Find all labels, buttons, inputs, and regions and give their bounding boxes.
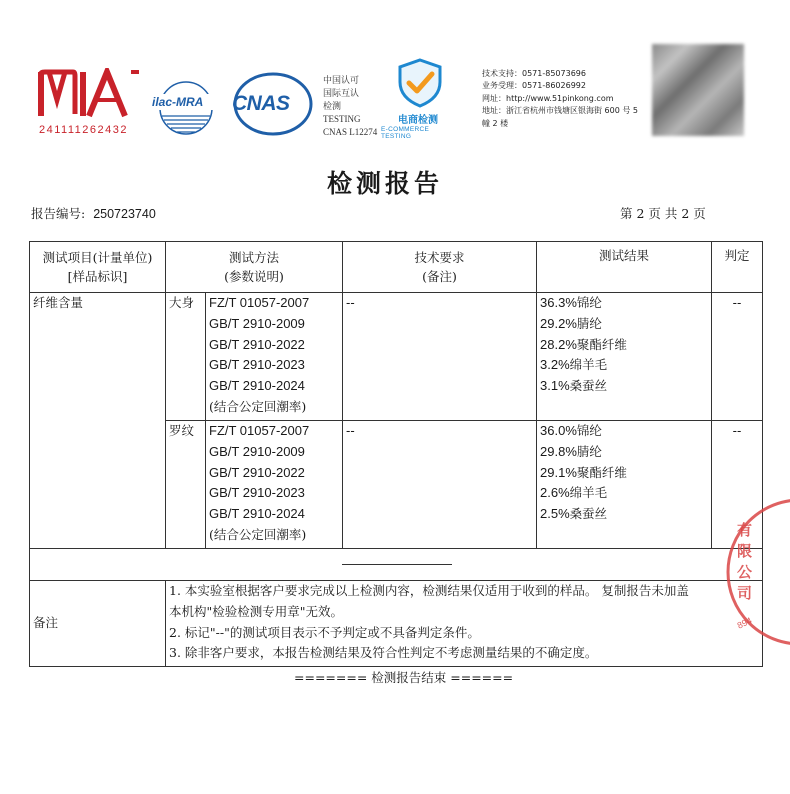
- cnas-label: CNAS: [232, 92, 290, 115]
- result-fiber: 腈纶: [576, 315, 602, 331]
- judgement-value: --: [732, 423, 742, 438]
- contact-phone-tech: 技术支持：0571-85073696: [482, 69, 586, 78]
- notes-label-cell: [30, 581, 166, 667]
- result-fiber: 锦纶: [576, 423, 602, 438]
- cma-logo: [37, 68, 143, 140]
- method-line: GB/T 2910-2024: [209, 378, 305, 394]
- part-name: 罗纹: [169, 423, 195, 438]
- header-judgement-text: 判定: [724, 248, 750, 263]
- seal-text: 有限公司: [737, 521, 753, 602]
- header-result: [537, 242, 712, 293]
- report-number-value: 250723740: [93, 207, 156, 221]
- method-line: GB/T 2910-2022: [209, 336, 305, 352]
- separator-row: [30, 549, 763, 581]
- cnas-cert-text: [323, 74, 377, 139]
- method-line: GB/T 2910-2023: [209, 485, 305, 501]
- part-cell: [166, 293, 206, 421]
- contact-phone-business: 业务受理：0571-86026992: [482, 81, 586, 91]
- cert-line: TESTING: [323, 114, 361, 124]
- result-line: [540, 355, 708, 376]
- result-fiber: 锦纶: [576, 295, 602, 310]
- note-line-2: 2. 标记"--"的测试项目表示不予判定或不具备判定条件。: [169, 624, 480, 640]
- cert-line: 国际互认: [323, 88, 360, 98]
- method-cell: [206, 421, 343, 549]
- result-line: [540, 504, 708, 525]
- separator-line: [342, 564, 452, 565]
- result-line: [540, 421, 708, 442]
- result-line: [540, 483, 708, 504]
- cert-line: 检测: [323, 101, 342, 111]
- header-method-line1: 测试方法: [229, 250, 280, 265]
- separator-cell: [30, 549, 763, 581]
- result-pct: 29.2%: [540, 315, 577, 331]
- result-fiber: 桑蚕丝: [569, 506, 608, 522]
- judgement-cell: [712, 293, 763, 421]
- method-note: (结合公定回潮率): [209, 398, 307, 414]
- method-line: FZ/T 01057-2007: [209, 295, 310, 310]
- method-line: GB/T 2910-2009: [209, 315, 305, 331]
- ilac-label: ilac-MRA: [152, 95, 204, 109]
- header-method: [166, 242, 343, 293]
- report-title: 检测报告: [327, 169, 444, 198]
- notes-label: 备注: [33, 615, 59, 631]
- method-line: GB/T 2910-2009: [209, 443, 305, 459]
- result-pct: 36.0%: [540, 423, 577, 438]
- note-line-3: 3. 除非客户要求，本报告检测结果及符合性判定不考虑测量结果的不确定度。: [169, 645, 598, 661]
- requirement-value: --: [346, 295, 355, 310]
- result-line: [540, 376, 708, 397]
- ecommerce-logo: [380, 58, 460, 138]
- method-line: GB/T 2910-2022: [209, 464, 305, 480]
- result-pct: 29.8%: [540, 443, 577, 459]
- header-item: [30, 242, 166, 293]
- shield-check-icon: [396, 58, 444, 108]
- header-req-line1: 技术要求: [414, 250, 465, 265]
- header-result-text: 测试结果: [599, 248, 650, 263]
- cma-number: 241111262432: [39, 124, 128, 136]
- judgement-value: --: [732, 295, 742, 310]
- note-line-1-cont: 本机构"检验检测专用章"无效。: [169, 603, 343, 619]
- method-note: (结合公定回潮率): [209, 526, 307, 542]
- result-cell: [537, 293, 712, 421]
- item-name: 纤维含量: [33, 295, 84, 310]
- result-pct: 2.6%: [540, 485, 570, 501]
- cma-mark-icon: [37, 68, 143, 120]
- method-line: GB/T 2910-2024: [209, 506, 305, 522]
- result-pct: 3.2%: [540, 357, 570, 373]
- cert-line: 中国认可: [323, 75, 360, 85]
- report-number-label: 报告编号:: [31, 206, 86, 221]
- result-fiber: 绵羊毛: [569, 485, 608, 501]
- requirement-cell: [343, 421, 537, 549]
- result-fiber: 聚酯纤维: [576, 464, 627, 480]
- ecommerce-title: 电商检测: [398, 115, 438, 126]
- contact-address: 地址：浙江省杭州市钱塘区银海街 600 号 5: [482, 106, 638, 116]
- result-fiber: 绵羊毛: [569, 357, 608, 373]
- item-name-cell: [30, 293, 166, 549]
- result-line: [540, 335, 708, 356]
- header-item-line1: 测试项目(计量单位): [42, 250, 153, 265]
- method-line: FZ/T 01057-2007: [209, 423, 310, 438]
- method-cell: [206, 293, 343, 421]
- page-info: 第 2 页 共 2 页: [620, 206, 706, 221]
- result-pct: 3.1%: [540, 378, 570, 394]
- method-line: GB/T 2910-2023: [209, 357, 305, 373]
- ecommerce-subtitle: E-COMMERCE TESTING: [381, 126, 430, 140]
- ilac-mra-logo: [150, 72, 222, 138]
- header: [0, 0, 790, 160]
- contact-address-cont: 幢 2 楼: [482, 118, 509, 128]
- result-fiber: 腈纶: [576, 443, 602, 459]
- cnas-logo: [230, 70, 316, 138]
- note-line-1: 1. 本实验室根据客户要求完成以上检测内容，检测结果仅适用于收到的样品。 复制报告未加盖: [169, 583, 689, 598]
- seal-number: 894: [735, 615, 754, 631]
- result-pct: 28.2%: [540, 336, 577, 352]
- part-cell: [166, 421, 206, 549]
- result-fiber: 桑蚕丝: [569, 378, 608, 394]
- results-table: [29, 241, 763, 667]
- table-row: [30, 293, 763, 421]
- result-line: [540, 442, 708, 463]
- company-seal: [715, 490, 790, 660]
- result-fiber: 聚酯纤维: [576, 336, 627, 352]
- result-line: [540, 293, 708, 314]
- notes-content-cell: [166, 581, 763, 667]
- qr-code: [652, 44, 744, 136]
- table-header-row: [30, 242, 763, 293]
- result-line: [540, 463, 708, 484]
- result-pct: 29.1%: [540, 464, 577, 480]
- header-requirement: [343, 242, 537, 293]
- report-number: [31, 204, 156, 222]
- result-line: [540, 314, 708, 335]
- contact-website: 网址：http://www.51pinkong.com: [482, 93, 614, 103]
- cert-line: CNAS L12274: [323, 127, 378, 137]
- contact-info: [482, 68, 652, 130]
- part-name: 大身: [169, 295, 195, 310]
- header-judgement: [712, 242, 763, 293]
- requirement-value: --: [346, 423, 355, 438]
- header-method-line2: (参数说明): [224, 269, 284, 284]
- notes-row: [30, 581, 763, 667]
- result-pct: 2.5%: [540, 506, 570, 522]
- header-req-line2: (备注): [422, 269, 457, 284]
- report-end-mark: ======= 检测报告结束 ======: [294, 670, 514, 685]
- result-pct: 36.3%: [540, 295, 577, 310]
- requirement-cell: [343, 293, 537, 421]
- header-item-line2: [样品标识]: [67, 269, 128, 284]
- result-cell: [537, 421, 712, 549]
